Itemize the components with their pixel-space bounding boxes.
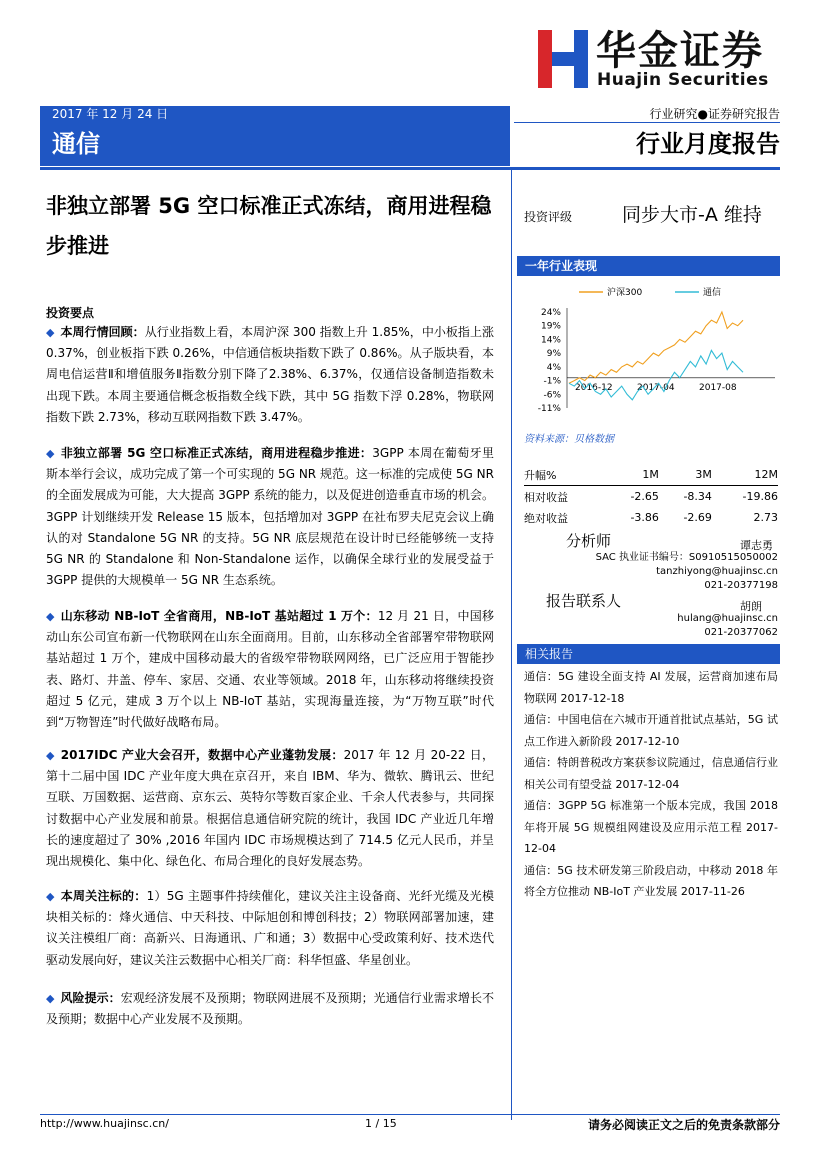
- brand-name-cn: 华金证券: [596, 28, 764, 74]
- y-tick-label: -11%: [537, 404, 561, 414]
- performance-table: [524, 464, 778, 528]
- perf-section-title: 一年行业表现: [525, 259, 598, 273]
- bullet-item: [46, 322, 494, 428]
- table-cell: 绝对收益: [524, 511, 568, 525]
- diamond-bullet-icon: ◆: [46, 890, 55, 903]
- highlights-heading: 投资要点: [46, 306, 95, 320]
- table-cell: 2.73: [753, 511, 778, 524]
- bullet-body: 从行业指数上看，本周沪深 300 指数上升 1.85%，中小板指上涨 0.37%，创业板指下跌 0.26%，中信通信板块指数下跌了 0.86%。从子版块看，本周电信运营Ⅱ和增值服务Ⅱ指数分别下降了2.38%、6.37%，仅通信设备制造指数未出现下跌。本周主要通信概念板指数全线下跌，其中 5G 指数下浮 0.28%，物联网指数下跌 2.73%，移动互联网指数下跌 3.47%。: [46, 325, 494, 424]
- bullet-body: 1）5G 主题事件持续催化，建议关注主设备商、光纤光缆及光模块相关标的：烽火通信、中天科技、中际旭创和博创科技；2）物联网部署加速，建议关注模组厂商：高新兴、日海通讯、广和通；3）数据中心受政策利好、技术迭代驱动发展向好，建议关注云数据中心相关厂商：科华恒盛、华星创业。: [46, 889, 494, 967]
- rating-label: 投资评级: [524, 210, 573, 224]
- y-tick-label: 4%: [546, 362, 561, 373]
- column-divider: [511, 170, 512, 1120]
- bullet-body: 12 月 21 日，中国移动山东公司宣布新一代物联网在山东全面商用。目前，山东移动全省部署窄带物联网基站超过 1 万个，建成中国移动最大的省级窄带物联网网络，已广泛应用于智能抄表、路灯、井盖、停车、家居、交通、农业等领域。2018 年，山东移动将继续投资超过 5 亿元，建成 3 万个以上 NB-IoT 基站，实现海量连接，为“万物互联”时代到“万物智连”时代做好战略布局。: [46, 609, 494, 730]
- series-line: [569, 312, 743, 383]
- contact-title: 报告联系人: [546, 592, 622, 610]
- analyst-email[interactable]: tanzhiyong@huajinsc.cn: [656, 566, 778, 577]
- x-tick-label: 2016-12: [575, 382, 613, 393]
- contact-phone: 021-20377062: [704, 627, 778, 638]
- related-item[interactable]: 通信：特朗普税改方案获参议院通过，信息通信行业相关公司有望受益 2017-12-04: [524, 756, 778, 791]
- bullet-head: 风险提示：: [60, 991, 121, 1005]
- contact-email[interactable]: hulang@huajinsc.cn: [677, 613, 778, 624]
- related-item[interactable]: 通信：3GPP 5G 标准第一个版本完成，我国 2018 年将开展 5G 规模组网建设及应用示范工程 2017-12-04: [524, 799, 778, 855]
- industry-name: 通信: [52, 130, 100, 158]
- table-cell: -19.86: [742, 490, 778, 503]
- table-row: [524, 486, 778, 508]
- contact-info: [560, 612, 778, 640]
- bullet-head: 非独立部署 5G 空口标准正式冻结，商用进程稳步推进：: [60, 446, 373, 460]
- contact-name: 胡朗: [740, 600, 762, 613]
- header-divider: [40, 167, 780, 170]
- footer-divider: [40, 1114, 780, 1115]
- industry-bar: [40, 122, 510, 166]
- related-title: 相关报告: [525, 647, 574, 661]
- bullet-head: 山东移动 NB-IoT 全省商用，NB-IoT 基站超过 1 万个：: [60, 609, 378, 623]
- analyst-title: 分析师: [566, 532, 612, 550]
- y-tick-label: 9%: [546, 349, 561, 360]
- report-tagline: 行业研究●证券研究报告: [514, 106, 780, 123]
- y-tick-label: 24%: [540, 308, 561, 318]
- huajin-logo-icon: [538, 30, 588, 88]
- x-tick-label: 2017-08: [699, 382, 737, 393]
- bullet-item: [46, 988, 494, 1030]
- y-tick-label: 19%: [540, 321, 561, 332]
- page-number: 1 / 15: [365, 1117, 397, 1130]
- table-row: [524, 507, 778, 528]
- x-tick-label: 2017-04: [637, 382, 675, 393]
- bullet-body: 宏观经济发展不及预期；物联网进展不及预期；光通信行业需求增长不及预期；数据中心产业发展不及预期。: [46, 991, 494, 1027]
- table-header-row: [524, 464, 778, 486]
- table-header-cell: 3M: [659, 464, 712, 486]
- report-date: 2017 年 12 月 24 日: [52, 107, 169, 121]
- analyst-phone: 021-20377198: [704, 580, 778, 591]
- bullet-item: [46, 745, 494, 872]
- bullet-head: 本周关注标的：: [60, 889, 147, 903]
- chart-source: 资料来源：贝格数据: [524, 434, 614, 445]
- y-tick-label: -1%: [543, 376, 561, 387]
- perf-section-bar: [517, 256, 780, 276]
- bullet-item: [46, 886, 494, 971]
- footer-url[interactable]: http://www.huajinsc.cn/: [40, 1117, 169, 1130]
- bullet-body: 2017 年 12 月 20-22 日，第十二届中国 IDC 产业年度大典在京召开，来自 IBM、华为、微软、腾讯云、世纪互联、万国数据、运营商、京东云、英特尔等数百家企业、千余人代表参与，共同探讨数据中心产业发展和前景。根据信息通信研究院的统计，我国 IDC 产业近几年增长的速度超过了 30% ,2016 年国内 IDC 市场规模达到了 714.5 亿元人民币，并呈现出规模化、集中化、绿色化、布局合理化的良好发展态势。: [46, 748, 494, 869]
- table-header-cell: 升幅%: [524, 464, 606, 486]
- report-type: 行业月度报告: [636, 130, 780, 158]
- legend-label: 通信: [703, 288, 722, 298]
- related-section-bar: [517, 644, 780, 664]
- bullet-head: 2017IDC 产业大会召开，数据中心产业蓬勃发展：: [60, 748, 344, 762]
- table-cell: -8.34: [683, 490, 712, 503]
- analyst-name: 谭志勇: [740, 539, 773, 552]
- table-cell: -2.65: [630, 490, 659, 503]
- bullet-item: [46, 606, 494, 733]
- performance-chart: [517, 282, 780, 422]
- table-header-cell: 1M: [606, 464, 659, 486]
- diamond-bullet-icon: ◆: [46, 749, 55, 762]
- table-cell: -2.69: [683, 511, 712, 524]
- bullet-item: [46, 443, 494, 591]
- footer-disclaimer: 请务必阅读正文之后的免责条款部分: [587, 1118, 780, 1132]
- related-item[interactable]: 通信：中国电信在六城市开通首批试点基站，5G 试点工作进入新阶段 2017-12-10: [524, 713, 778, 748]
- legend-label: 沪深300: [607, 288, 643, 298]
- date-bar: [40, 106, 510, 122]
- diamond-bullet-icon: ◆: [46, 326, 55, 339]
- analyst-info: [560, 551, 778, 593]
- y-tick-label: -6%: [543, 390, 561, 401]
- y-tick-label: 14%: [540, 335, 561, 346]
- bullet-body: 3GPP 本周在葡萄牙里斯本举行会议，成功完成了第一个可实现的 5G NR 规范。这一标准的完成使 5G NR 的全面发展成为可能，大大提高 3GPP 系统的能力，以及促进创造垂直市场的机会。3GPP 计划继续开发 Release 15 版本，包括增加对 3GPP 在社布罗夫尼克会议上确认的对 Standalone 5G NR 的支持。5G NR 底层规范在设计时已经能够统一支持 5G NR 的 Standalone 和 Non-Standalone 运作，以确保全球行业的发展受益于 3GPP 提供的大规模单一 5G NR 生态系统。: [46, 446, 494, 588]
- page-title: 非独立部署 5G 空口标准正式冻结，商用进程稳步推进: [46, 194, 492, 258]
- diamond-bullet-icon: ◆: [46, 447, 55, 460]
- table-cell: -3.86: [630, 511, 659, 524]
- table-cell: 相对收益: [524, 490, 568, 504]
- brand-name-en: Huajin Securities: [597, 70, 769, 90]
- table-header-cell: 12M: [712, 464, 778, 486]
- diamond-bullet-icon: ◆: [46, 610, 55, 623]
- related-list: [524, 666, 778, 903]
- rating-value: 同步大市-A 维持: [622, 204, 762, 226]
- bullet-head: 本周行情回顾：: [60, 325, 145, 339]
- diamond-bullet-icon: ◆: [46, 992, 55, 1005]
- analyst-cert: SAC 执业证书编号：S0910515050002: [595, 552, 778, 563]
- related-item[interactable]: 通信：5G 技术研发第三阶段启动，中移动 2018 年将全方位推动 NB-IoT 产业发展 2017-11-26: [524, 863, 778, 898]
- related-item[interactable]: 通信：5G 建设全面支持 AI 发展，运营商加速布局物联网 2017-12-18: [524, 670, 778, 705]
